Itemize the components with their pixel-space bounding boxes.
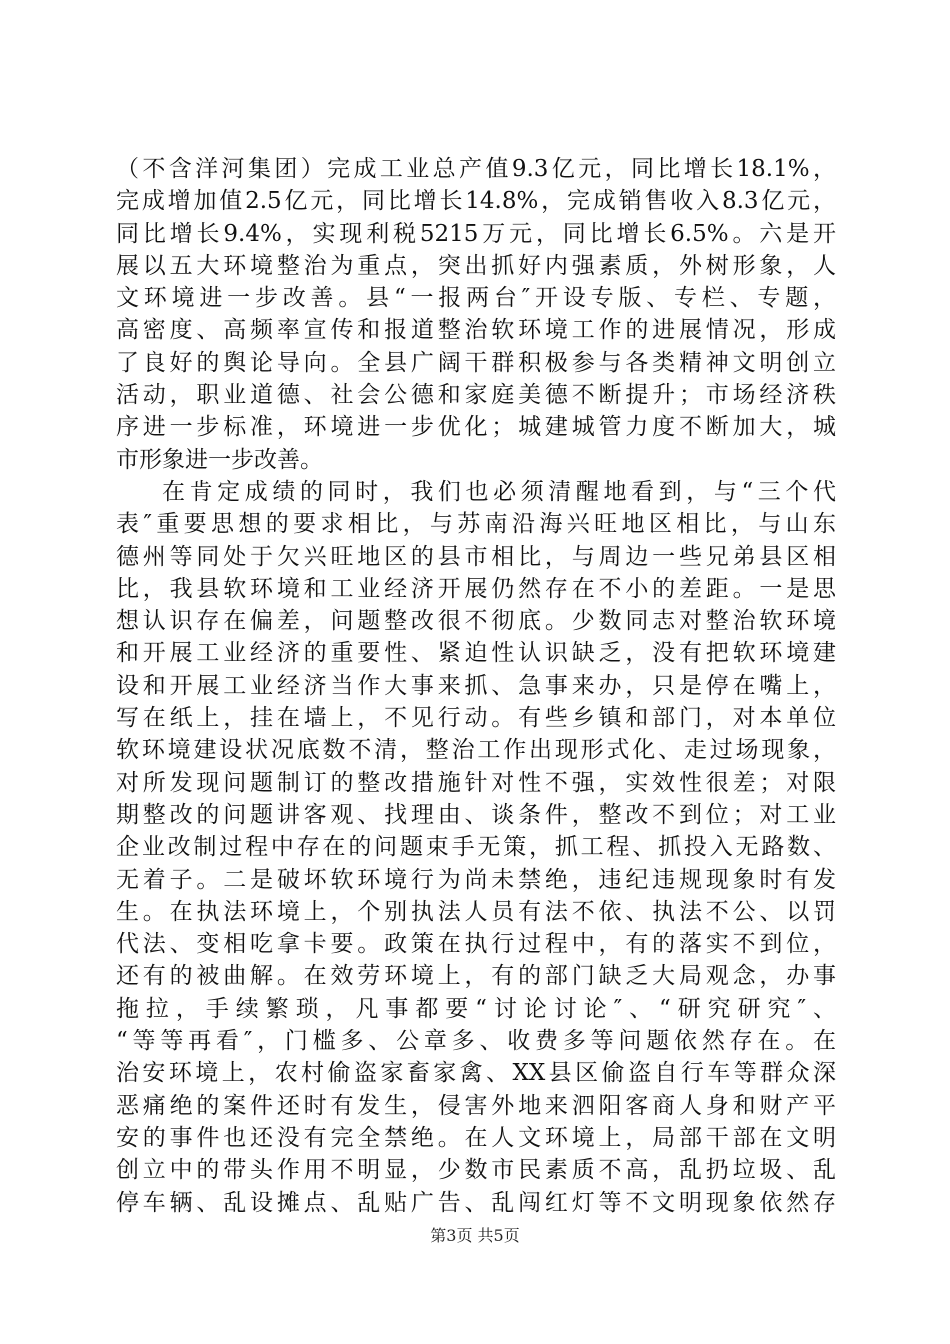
text-line: 想认识存在偏差，问题整改很不彻底。少数同志对整治软环境	[116, 608, 836, 635]
text-line: （不含洋河集团）完成工业总产值9.3亿元，同比增长18.1%，	[116, 156, 836, 182]
text-line: 写在纸上，挂在墙上，不见行动。有些乡镇和部门，对本单位	[116, 705, 836, 732]
text-line: 拖拉，手续繁琐，凡事都要“讨论讨论″、“研究研究″、	[116, 995, 836, 1022]
text-line: 还有的被曲解。在效劳环境上，有的部门缺乏大局观念，办事	[116, 963, 836, 990]
text-line: 德州等同处于欠兴旺地区的县市相比，与周边一些兄弟县区相	[116, 543, 836, 570]
text-line: 高密度、高频率宣传和报道整治软环境工作的进展情况，形成	[116, 317, 836, 344]
text-line: 创立中的带头作用不明显，少数市民素质不高，乱扔垃圾、乱	[116, 1157, 836, 1184]
text-line: 恶痛绝的案件还时有发生，侵害外地来泗阳客商人身和财产平	[116, 1092, 836, 1119]
text-line: 了良好的舆论导向。全县广阔干群积极参与各类精神文明创立	[116, 349, 836, 376]
text-line: 对所发现问题制订的整改措施针对性不强，实效性很差；对限	[116, 769, 836, 796]
text-line: 无着子。二是破坏软环境行为尚未禁绝，违纪违规现象时有发	[116, 866, 836, 893]
text-line: 安的事件也还没有完全禁绝。在人文环境上，局部干部在文明	[116, 1124, 836, 1151]
text-line: 和开展工业经济的重要性、紧迫性认识缺乏，没有把软环境建	[116, 640, 836, 667]
text-line: 比，我县软环境和工业经济开展仍然存在不小的差距。一是思	[116, 575, 836, 602]
text-line: 表″重要思想的要求相比，与苏南沿海兴旺地区相比，与山东	[116, 511, 836, 538]
text-line: “等等再看″，门槛多、公章多、收费多等问题依然存在。在	[116, 1028, 836, 1055]
text-line: 治安环境上，农村偷盗家畜家禽、XX县区偷盗自行车等群众深	[116, 1060, 836, 1087]
text-line: 设和开展工业经济当作大事来抓、急事来办，只是停在嘴上，	[116, 672, 836, 699]
text-line: 完成增加值2.5亿元，同比增长14.8%，完成销售收入8.3亿元，	[116, 188, 836, 215]
text-line: 市形象进一步改善。	[116, 446, 323, 473]
text-line: 序进一步标准，环境进一步优化；城建城管力度不断加大，城	[116, 414, 836, 441]
text-line: 生。在执法环境上，个别执法人员有法不依、执法不公、以罚	[116, 898, 836, 925]
text-line: 活动，职业道德、社会公德和家庭美德不断提升；市场经济秩	[116, 382, 836, 409]
text-line: 软环境建设状况底数不清，整治工作出现形式化、走过场现象，	[116, 737, 836, 764]
text-line: 文环境进一步改善。县“一报两台″开设专版、专栏、专题，	[116, 285, 836, 312]
text-line: 代法、变相吃拿卡要。政策在执行过程中，有的落实不到位，	[116, 931, 836, 958]
text-line: 期整改的问题讲客观、找理由、谈条件，整改不到位；对工业	[116, 801, 836, 828]
text-line: 展以五大环境整治为重点，突出抓好内强素质，外树形象，人	[116, 252, 836, 279]
page-number-footer: 第3页 共5页	[430, 1226, 520, 1245]
text-line: 企业改制过程中存在的问题束手无策，抓工程、抓投入无路数、	[116, 834, 836, 861]
document-body	[116, 153, 836, 1219]
text-line: 同比增长9.4%，实现利税5215万元，同比增长6.5%。六是开	[116, 220, 836, 247]
text-line: 停车辆、乱设摊点、乱贴广告、乱闯红灯等不文明现象依然存	[116, 1189, 836, 1216]
paragraph-start-line: 在肯定成绩的同时，我们也必须清醒地看到，与“三个代	[162, 478, 836, 505]
